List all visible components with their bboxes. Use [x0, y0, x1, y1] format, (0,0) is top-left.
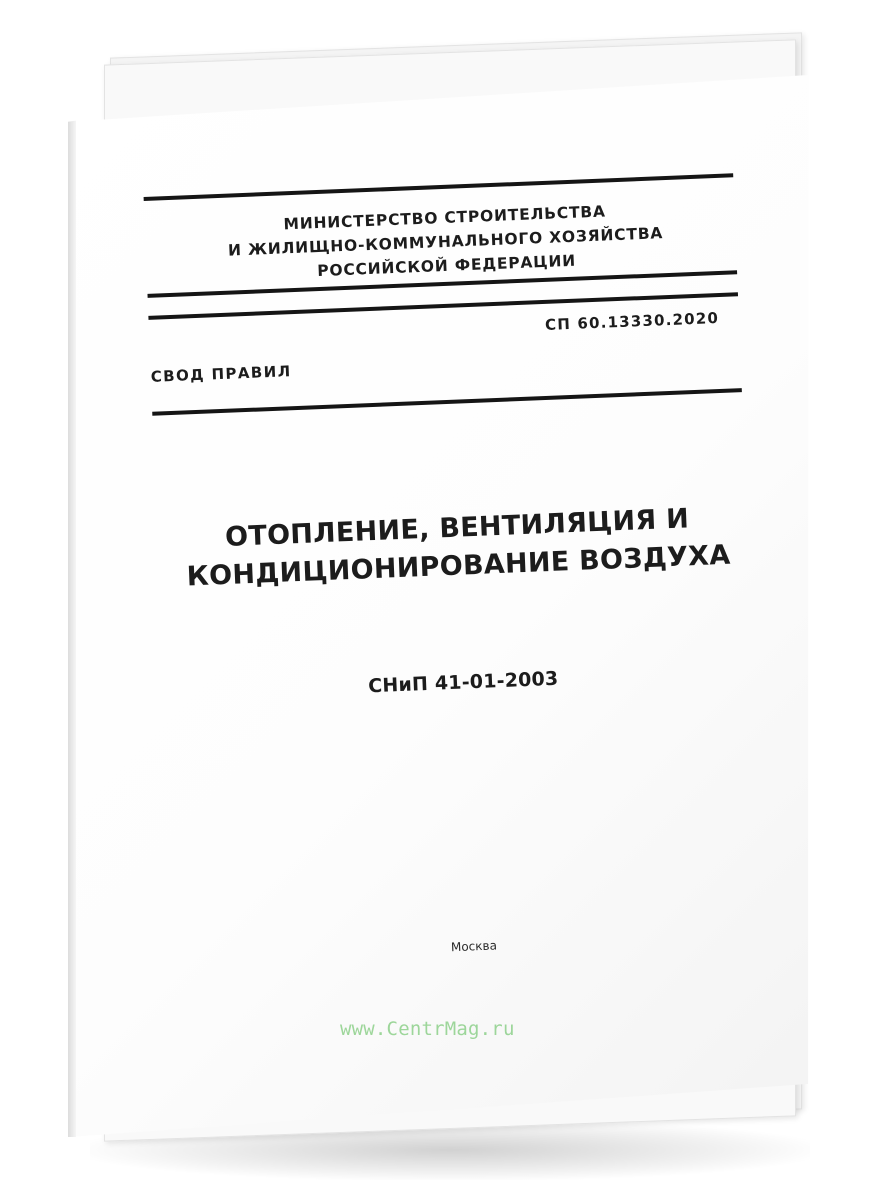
series-rule: [152, 388, 742, 416]
publication-city: Москва: [450, 938, 498, 955]
title-line-1: ОТОПЛЕНИЕ, ВЕНТИЛЯЦИЯ И: [224, 503, 690, 553]
document-code: СП 60.13330.2020: [544, 308, 720, 334]
ministry-line-3: РОССИЙСКОЙ ФЕДЕРАЦИИ: [316, 251, 577, 281]
top-rule: [144, 173, 734, 201]
former-code: СНиП 41-01-2003: [367, 667, 559, 698]
document-title: [157, 498, 760, 598]
title-line-2: КОНДИЦИОНИРОВАНИЕ ВОЗДУХА: [186, 539, 732, 593]
ministry-line-2: И ЖИЛИЩНО-КОММУНАЛЬНОГО ХОЗЯЙСТВА: [227, 224, 664, 260]
ministry-line-1: МИНИСТЕРСТВО СТРОИТЕЛЬСТВА: [283, 202, 607, 234]
document-series: СВОД ПРАВИЛ: [150, 362, 292, 386]
watermark: www.CentrMag.ru: [340, 1018, 515, 1040]
